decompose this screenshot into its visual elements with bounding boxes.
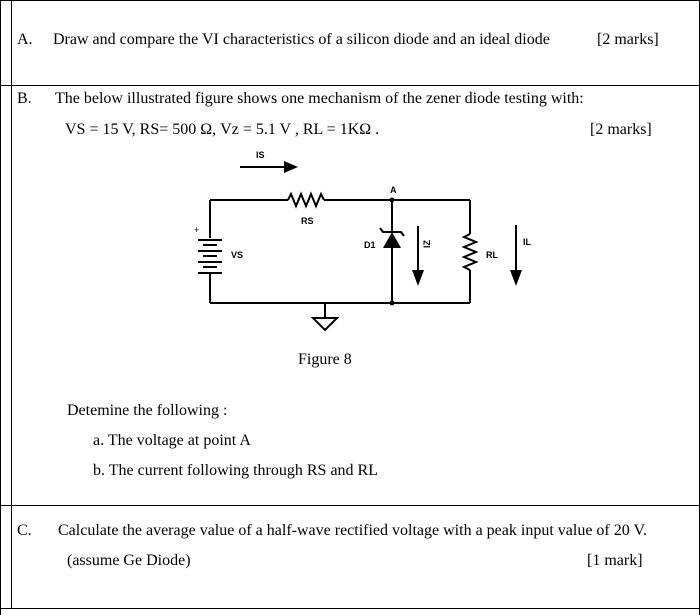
section-b-params: VS = 15 V, RS= 500 Ω, Vz = 5.1 V , RL = 1KΩ . [65,121,380,138]
resistor-rs [288,194,324,206]
section-b-marks: [2 marks] [590,121,652,138]
section-c-note: (assume Ge Diode) [67,552,191,569]
section-c-question: Calculate the average value of a half-wave rectified voltage with a peak input value of 20 V. [58,522,647,539]
junction-a [390,198,395,203]
label-d1: D1 [364,240,376,250]
section-a-letter: A. [17,31,33,48]
label-a: A [390,185,397,195]
figure-caption: Figure 8 [298,351,352,368]
label-iz: IZ [422,240,432,248]
label-is: IS [256,150,265,160]
section-b-letter: B. [17,90,32,107]
section-c-marks: [1 mark] [587,552,643,569]
section-a-question: Draw and compare the VI characteristics of a silicon diode and an ideal diode [53,31,550,48]
question-item-a: a. The voltage at point A [93,432,251,449]
section-c-letter: C. [17,522,32,539]
determine-heading: Detemine the following : [67,402,228,419]
current-iz-arrow-head [412,270,424,286]
battery-vs-symbol [198,240,222,273]
current-il-arrow-head [510,270,522,286]
label-vs: VS [231,250,244,260]
resistor-rl [464,234,476,270]
label-il: IL [523,237,531,247]
label-plus: + [194,225,200,235]
question-item-b: b. The current following through RS and RL [93,462,378,479]
section-b-intro: The below illustrated figure shows one mechanism of the zener diode testing with: [55,90,584,107]
current-is-arrow-head [284,161,298,173]
label-rl: RL [486,250,498,260]
ground-symbol [313,318,337,330]
section-a-marks: [2 marks] [597,31,659,48]
junction-bottom [390,301,395,306]
label-rs: RS [301,216,314,226]
zener-diode-d1 [380,228,404,248]
